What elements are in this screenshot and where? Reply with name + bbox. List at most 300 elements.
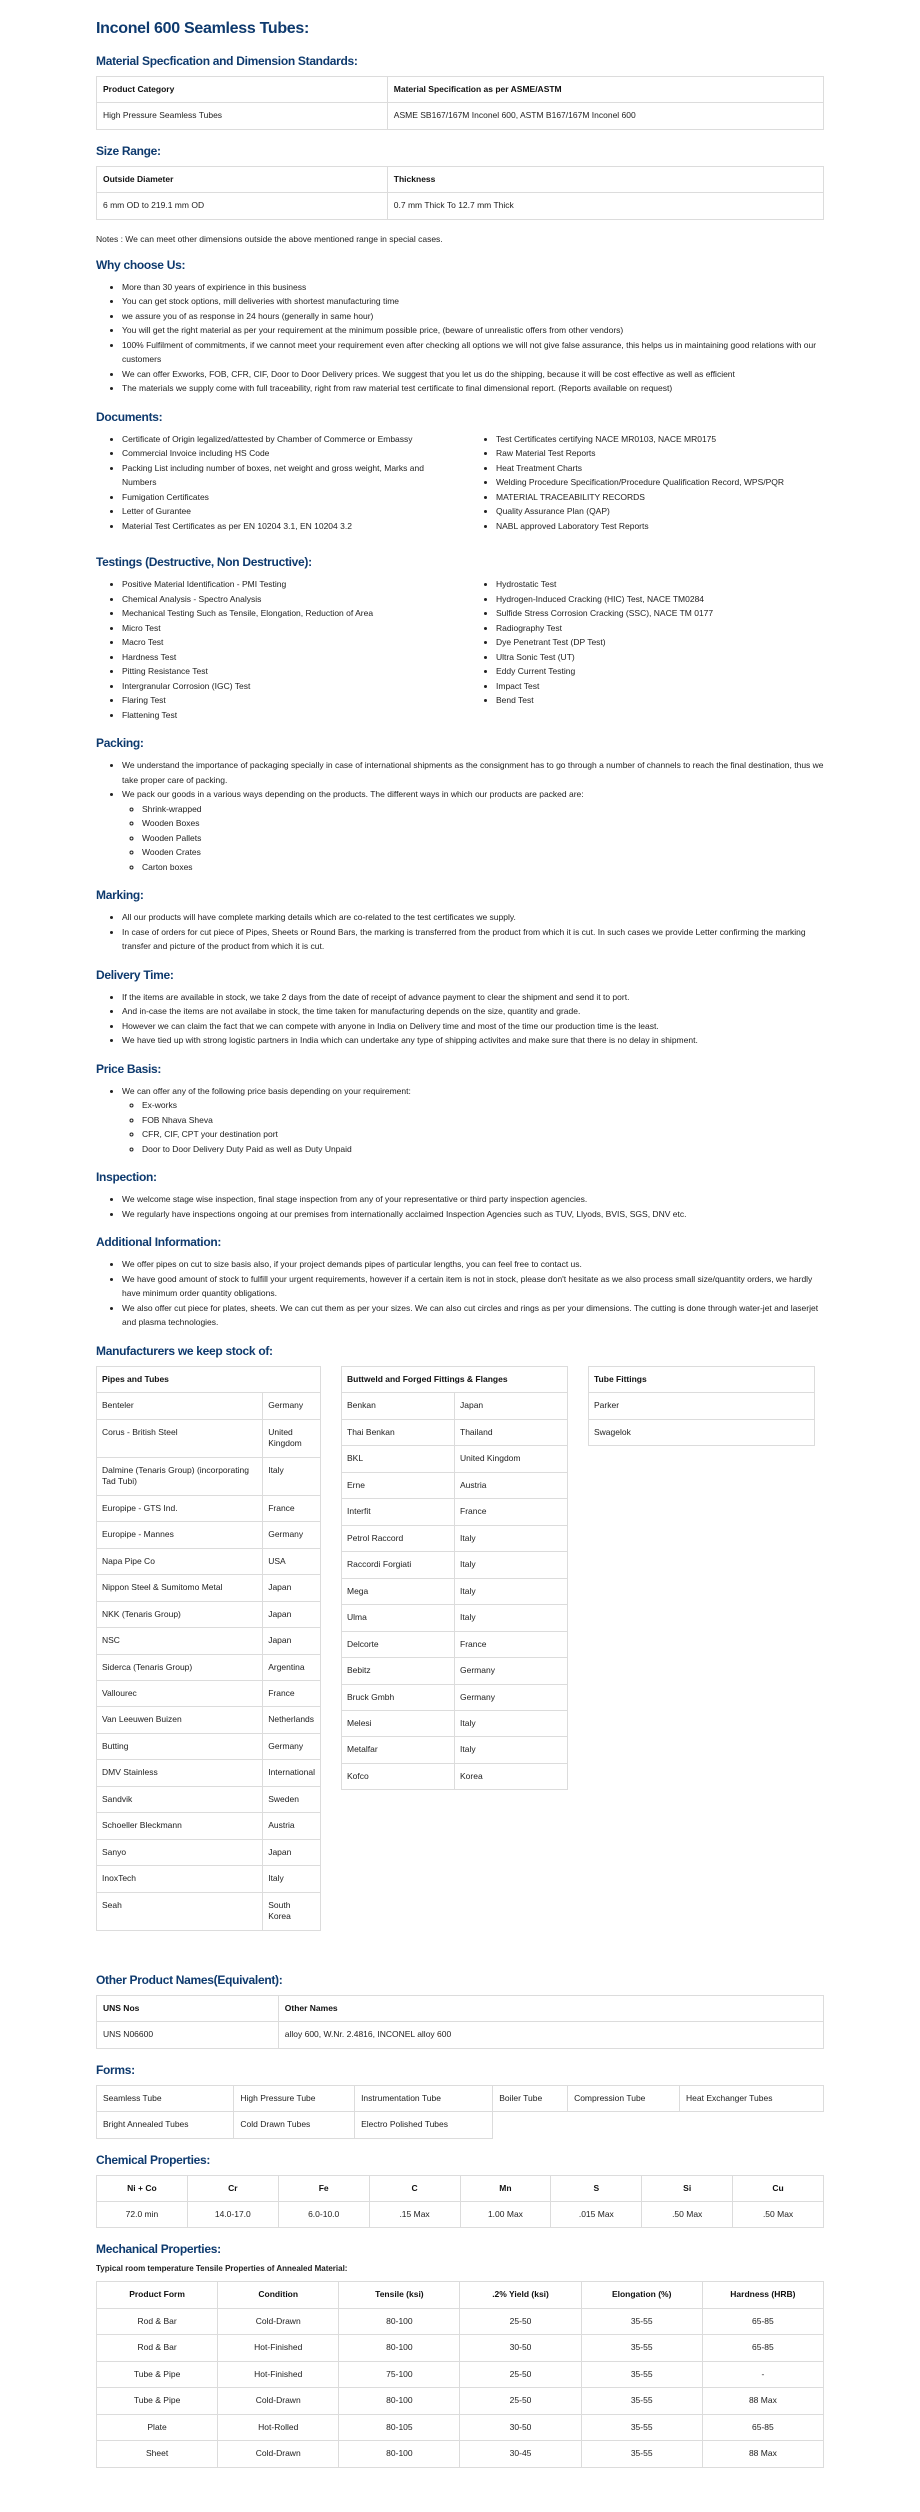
sub-list-item: ◦ Ex-works — [142, 1098, 824, 1113]
table-row — [97, 1786, 321, 1812]
table-row — [97, 2388, 824, 2414]
table-row — [97, 1628, 321, 1654]
table-row — [97, 2112, 824, 2138]
table-cell: 35-55 — [581, 2388, 702, 2414]
sub-list-item: ◦ Carton boxes — [142, 860, 824, 875]
manufacturer-country: Italy — [455, 1525, 568, 1551]
table-header: .2% Yield (ksi) — [460, 2282, 581, 2308]
manufacturer-name: Swagelok — [589, 1419, 815, 1445]
list-item: • Fumigation Certificates — [122, 490, 450, 505]
price-basis-section — [96, 1062, 824, 1157]
marking-list — [96, 910, 824, 954]
list-item: • The materials we supply come with full traceability, right from raw material test certificate to final dimensional report. (Reports available on request) — [122, 381, 824, 396]
list-item: • We also offer cut piece for plates, sheets. We can cut them as per your sizes. We can also cut circles and rings as per your dimensions. The cutting is done through water-jet and laserjet and plasma technologies. — [122, 1301, 824, 1330]
table-cell: 35-55 — [581, 2335, 702, 2361]
manufacturer-country: France — [263, 1495, 321, 1521]
table-cell: .50 Max — [733, 2202, 824, 2228]
material-spec-section — [96, 54, 824, 130]
table-cell: 80-100 — [339, 2308, 460, 2334]
list-item — [122, 1084, 824, 1157]
list-item — [122, 787, 824, 874]
list-item: • Raw Material Test Reports — [496, 446, 824, 461]
manufacturer-name: Petrol Raccord — [342, 1525, 455, 1551]
table-row — [342, 1552, 568, 1578]
form-cell: Instrumentation Tube — [355, 2085, 493, 2111]
price-basis-sublist — [122, 1098, 824, 1156]
testings-list-left — [96, 577, 470, 722]
table-cell: Rod & Bar — [97, 2308, 218, 2334]
section-heading: Chemical Properties: — [96, 2152, 211, 2167]
other-names-section — [96, 1973, 824, 2049]
manufacturer-country: Japan — [263, 1601, 321, 1627]
table-cell: Cold-Drawn — [218, 2308, 339, 2334]
manufacturer-country: Austria — [455, 1472, 568, 1498]
list-item: • In case of orders for cut piece of Pipes, Sheets or Round Bars, the marking is transferred from the product from which it is cut. In such cases we provide Letter confirming the marking transfer and picture of the product from which it is cut. — [122, 925, 824, 954]
why-choose-list — [96, 280, 824, 396]
section-heading: Forms: — [96, 2062, 135, 2077]
table-header: Material Specification as per ASME/ASTM — [387, 77, 823, 103]
table-cell: 35-55 — [581, 2441, 702, 2467]
manufacturer-name: Dalmine (Tenaris Group) (incorporating Tad Tubi) — [97, 1457, 263, 1495]
delivery-section — [96, 968, 824, 1048]
section-heading: Additional Information: — [96, 1235, 222, 1250]
section-heading: Inspection: — [96, 1170, 157, 1185]
manufacturer-country: Japan — [263, 1628, 321, 1654]
table-header: Cu — [733, 2175, 824, 2201]
table-row — [97, 103, 824, 129]
list-item: • We offer pipes on cut to size basis also, if your project demands pipes of particular lengths, you can feel free to contact us. — [122, 1257, 824, 1272]
list-item: • Positive Material Identification - PMI Testing — [122, 577, 450, 592]
list-item: • Hardness Test — [122, 650, 450, 665]
section-heading: Manufacturers we keep stock of: — [96, 1343, 273, 1358]
table-row — [97, 1522, 321, 1548]
manufacturer-country: Italy — [455, 1605, 568, 1631]
table-row — [97, 1575, 321, 1601]
price-basis-list — [96, 1084, 824, 1157]
table-cell: 65-85 — [702, 2414, 823, 2440]
list-item-text: We can offer any of the following price basis depending on your requirement: — [122, 1085, 411, 1096]
manufacturer-name: Bebitz — [342, 1658, 455, 1684]
empty-cell — [493, 2112, 824, 2138]
list-item: • we assure you of as response in 24 hours (generally in same hour) — [122, 309, 824, 324]
section-heading: Other Product Names(Equivalent): — [96, 1972, 283, 1987]
table-header: Tube Fittings — [589, 1366, 815, 1392]
manufacturer-name: Europipe - Mannes — [97, 1522, 263, 1548]
table-header: Pipes and Tubes — [97, 1366, 321, 1392]
manufacturer-name: Sanyo — [97, 1839, 263, 1865]
list-item: • Radiography Test — [496, 621, 824, 636]
list-item: • 100% Fulfilment of commitments, if we cannot meet your requirement even after checking all options we will not give false assurance, this helps us in maintaining good relations with our customers — [122, 338, 824, 367]
table-header: Thickness — [387, 166, 823, 192]
table-cell: 25-50 — [460, 2308, 581, 2334]
sub-list-item: ◦ Wooden Boxes — [142, 816, 824, 831]
table-row — [97, 1601, 321, 1627]
table-cell: .50 Max — [642, 2202, 733, 2228]
table-cell: .15 Max — [369, 2202, 460, 2228]
list-item: • Flattening Test — [122, 708, 450, 723]
list-item: • Letter of Gurantee — [122, 504, 450, 519]
manufacturer-country: USA — [263, 1548, 321, 1574]
manufacturer-name: Delcorte — [342, 1631, 455, 1657]
chemical-section — [96, 2153, 824, 2229]
list-item: • We have good amount of stock to fulfill your urgent requirements, however if a certain item is not in stock, please don't hesitate as we also process small size/quantity orders, we hardly have minimum order quantity obligations. — [122, 1272, 824, 1301]
table-header: Cr — [187, 2175, 278, 2201]
sub-list-item: ◦ Door to Door Delivery Duty Paid as well as Duty Unpaid — [142, 1142, 824, 1157]
list-item: • Flaring Test — [122, 693, 450, 708]
manufacturer-name: Mega — [342, 1578, 455, 1604]
form-cell: Boiler Tube — [493, 2085, 568, 2111]
table-row — [97, 1892, 321, 1930]
manufacturer-name: DMV Stainless — [97, 1760, 263, 1786]
table-cell: 25-50 — [460, 2388, 581, 2414]
forms-section — [96, 2063, 824, 2139]
table-row — [342, 1605, 568, 1631]
manufacturer-country: Argentina — [263, 1654, 321, 1680]
section-heading: Documents: — [96, 409, 163, 424]
manufacturer-name: Kofco — [342, 1763, 455, 1789]
section-heading: Mechanical Properties: — [96, 2242, 221, 2257]
list-item: • You will get the right material as per your requirement at the minimum possible price, (beware of unrealistic offers from other vendors) — [122, 323, 824, 338]
table-cell: UNS N06600 — [97, 2022, 279, 2048]
manufacturer-country: Italy — [263, 1457, 321, 1495]
table-cell: Cold-Drawn — [218, 2441, 339, 2467]
section-heading: Why choose Us: — [96, 257, 186, 272]
manufacturer-name: Melesi — [342, 1710, 455, 1736]
table-header: S — [551, 2175, 642, 2201]
packing-section — [96, 736, 824, 874]
table-cell: alloy 600, W.Nr. 2.4816, INCONEL alloy 600 — [278, 2022, 823, 2048]
sub-list-item: ◦ FOB Nhava Sheva — [142, 1113, 824, 1128]
manufacturer-country: Germany — [455, 1684, 568, 1710]
marking-section — [96, 888, 824, 954]
list-item: • NABL approved Laboratory Test Reports — [496, 519, 824, 534]
list-item: • Packing List including number of boxes, net weight and gross weight, Marks and Numbers — [122, 461, 450, 490]
chemical-table — [96, 2175, 824, 2229]
table-header: Hardness (HRB) — [702, 2282, 823, 2308]
list-item-text: We pack our goods in a various ways depending on the products. The different ways in which our products are packed are: — [122, 789, 584, 800]
list-item: • MATERIAL TRACEABILITY RECORDS — [496, 490, 824, 505]
list-item: • Certificate of Origin legalized/attested by Chamber of Commerce or Embassy — [122, 432, 450, 447]
table-row — [97, 2414, 824, 2440]
manufacturers-section — [96, 1344, 824, 1931]
packing-sublist — [122, 802, 824, 875]
table-cell: 88 Max — [702, 2388, 823, 2414]
forms-table — [96, 2085, 824, 2139]
table-header: Elongation (%) — [581, 2282, 702, 2308]
table-cell: 25-50 — [460, 2361, 581, 2387]
table-header: Ni + Co — [97, 2175, 188, 2201]
manufacturer-name: Parker — [589, 1393, 815, 1419]
table-row — [342, 1393, 568, 1419]
table-header: Product Form — [97, 2282, 218, 2308]
table-cell: Hot-Finished — [218, 2335, 339, 2361]
manufacturer-country: Germany — [263, 1393, 321, 1419]
table-cell: 35-55 — [581, 2361, 702, 2387]
table-cell: 65-85 — [702, 2335, 823, 2361]
table-cell: Cold-Drawn — [218, 2388, 339, 2414]
table-cell: 6.0-10.0 — [278, 2202, 369, 2228]
form-cell: Heat Exchanger Tubes — [680, 2085, 824, 2111]
sub-list-item: ◦ Wooden Pallets — [142, 831, 824, 846]
table-cell: 30-50 — [460, 2335, 581, 2361]
manufacturer-country: Germany — [263, 1733, 321, 1759]
list-item: • All our products will have complete marking details which are co-related to the test certificates we supply. — [122, 910, 824, 925]
manufacturer-name: Butting — [97, 1733, 263, 1759]
manufacturer-name: Raccordi Forgiati — [342, 1552, 455, 1578]
table-row — [97, 1813, 321, 1839]
table-row — [342, 1446, 568, 1472]
section-heading: Size Range: — [96, 143, 161, 158]
table-row — [342, 1472, 568, 1498]
table-cell: High Pressure Seamless Tubes — [97, 103, 388, 129]
table-cell: ASME SB167/167M Inconel 600, ASTM B167/167M Inconel 600 — [387, 103, 823, 129]
manufacturer-country: United Kingdom — [455, 1446, 568, 1472]
manufacturer-country: Italy — [455, 1710, 568, 1736]
table-row — [342, 1499, 568, 1525]
delivery-list — [96, 990, 824, 1048]
sub-list-item: ◦ Wooden Crates — [142, 845, 824, 860]
table-row — [97, 1839, 321, 1865]
table-row — [97, 1707, 321, 1733]
manufacturer-name: Bruck Gmbh — [342, 1684, 455, 1710]
material-spec-table — [96, 76, 824, 130]
manufacturer-country: Italy — [263, 1866, 321, 1892]
section-heading: Marking: — [96, 888, 144, 903]
table-row — [97, 2335, 824, 2361]
list-item: • You can get stock options, mill deliveries with shortest manufacturing time — [122, 294, 824, 309]
table-row — [342, 1578, 568, 1604]
section-heading: Delivery Time: — [96, 967, 174, 982]
table-row — [97, 1680, 321, 1706]
table-header: Fe — [278, 2175, 369, 2201]
manufacturer-name: Schoeller Bleckmann — [97, 1813, 263, 1839]
manufacturer-name: Ulma — [342, 1605, 455, 1631]
mechanical-section — [96, 2242, 824, 2467]
manufacturer-country: Italy — [455, 1737, 568, 1763]
table-row — [97, 1419, 321, 1457]
form-cell: Bright Annealed Tubes — [97, 2112, 234, 2138]
list-item: • And in-case the items are not availabe in stock, the time taken for manufacturing depends on the size, quantity and grade. — [122, 1004, 824, 1019]
list-item: • Dye Penetrant Test (DP Test) — [496, 635, 824, 650]
table-row — [97, 193, 824, 219]
testings-section — [96, 555, 824, 722]
table-row — [589, 1419, 815, 1445]
manufacturer-name: BKL — [342, 1446, 455, 1472]
manufacturer-country: Italy — [455, 1578, 568, 1604]
manufacturer-name: Benteler — [97, 1393, 263, 1419]
manufacturer-name: NSC — [97, 1628, 263, 1654]
sub-list-item: ◦ Shrink-wrapped — [142, 802, 824, 817]
mechanical-subheading: Typical room temperature Tensile Properties of Annealed Material: — [96, 2264, 348, 2274]
table-cell: 35-55 — [581, 2414, 702, 2440]
table-row — [342, 1631, 568, 1657]
section-heading: Price Basis: — [96, 1061, 162, 1076]
table-cell: 35-55 — [581, 2308, 702, 2334]
table-cell: 75-100 — [339, 2361, 460, 2387]
form-cell: High Pressure Tube — [234, 2085, 355, 2111]
pipes-tubes-table — [96, 1366, 321, 1931]
list-item: • Mechanical Testing Such as Tensile, Elongation, Reduction of Area — [122, 606, 450, 621]
size-range-table — [96, 166, 824, 220]
form-cell: Cold Drawn Tubes — [234, 2112, 355, 2138]
table-row — [97, 1393, 321, 1419]
manufacturer-country: France — [455, 1499, 568, 1525]
sub-list-item: ◦ CFR, CIF, CPT your destination port — [142, 1127, 824, 1142]
list-item: • We have tied up with strong logistic partners in India which can undertake any type of shipping activites and make sure that there is no delay in shipment. — [122, 1033, 824, 1048]
table-row — [342, 1658, 568, 1684]
manufacturer-country: France — [455, 1631, 568, 1657]
list-item: • Material Test Certificates as per EN 10204 3.1, EN 10204 3.2 — [122, 519, 450, 534]
table-cell: - — [702, 2361, 823, 2387]
manufacturer-name: InoxTech — [97, 1866, 263, 1892]
list-item: • Chemical Analysis - Spectro Analysis — [122, 592, 450, 607]
table-row — [342, 1525, 568, 1551]
table-cell: 6 mm OD to 219.1 mm OD — [97, 193, 388, 219]
manufacturer-name: Interfit — [342, 1499, 455, 1525]
table-header: Outside Diameter — [97, 166, 388, 192]
table-header: Condition — [218, 2282, 339, 2308]
list-item: • Hydrostatic Test — [496, 577, 824, 592]
list-item: • We can offer Exworks, FOB, CFR, CIF, Door to Door Delivery prices. We suggest that you let us do the shipping, because it will be cost effective as well as efficient — [122, 367, 824, 382]
table-header: Tensile (ksi) — [339, 2282, 460, 2308]
list-item: • Eddy Current Testing — [496, 664, 824, 679]
list-item: • Sulfide Stress Corrosion Cracking (SSC), NACE TM 0177 — [496, 606, 824, 621]
table-row — [342, 1684, 568, 1710]
table-header: Mn — [460, 2175, 551, 2201]
manufacturer-name: Thai Benkan — [342, 1419, 455, 1445]
table-cell: 80-100 — [339, 2335, 460, 2361]
table-row — [97, 2085, 824, 2111]
manufacturer-country: France — [263, 1680, 321, 1706]
table-cell: 80-100 — [339, 2388, 460, 2414]
table-cell: Sheet — [97, 2441, 218, 2467]
table-cell: 14.0-17.0 — [187, 2202, 278, 2228]
table-cell: Plate — [97, 2414, 218, 2440]
table-cell: .015 Max — [551, 2202, 642, 2228]
list-item: • Quality Assurance Plan (QAP) — [496, 504, 824, 519]
table-cell: Rod & Bar — [97, 2335, 218, 2361]
section-heading: Packing: — [96, 736, 144, 751]
documents-list-left — [96, 432, 470, 534]
list-item: • Pitting Resistance Test — [122, 664, 450, 679]
form-cell: Electro Polished Tubes — [355, 2112, 493, 2138]
manufacturer-country: South Korea — [263, 1892, 321, 1930]
table-header: Other Names — [278, 1995, 823, 2021]
table-row — [342, 1763, 568, 1789]
list-item: • Hydrogen-Induced Cracking (HIC) Test, NACE TM0284 — [496, 592, 824, 607]
table-cell: 88 Max — [702, 2441, 823, 2467]
manufacturer-name: Napa Pipe Co — [97, 1548, 263, 1574]
dimensions-note: Notes : We can meet other dimensions outside the above mentioned range in special cases. — [96, 233, 443, 244]
manufacturer-name: Benkan — [342, 1393, 455, 1419]
manufacturer-country: United Kingdom — [263, 1419, 321, 1457]
spacer — [96, 1945, 824, 1973]
manufacturer-country: Japan — [455, 1393, 568, 1419]
documents-list-right — [470, 432, 824, 534]
table-cell: Tube & Pipe — [97, 2361, 218, 2387]
inspection-section — [96, 1170, 824, 1221]
form-cell: Compression Tube — [568, 2085, 680, 2111]
table-row — [342, 1737, 568, 1763]
table-header: Si — [642, 2175, 733, 2201]
manufacturer-country: International — [263, 1760, 321, 1786]
table-row — [97, 2361, 824, 2387]
table-header: C — [369, 2175, 460, 2201]
additional-info-list — [96, 1257, 824, 1330]
table-cell: 65-85 — [702, 2308, 823, 2334]
manufacturer-country: Austria — [263, 1813, 321, 1839]
table-cell: Tube & Pipe — [97, 2388, 218, 2414]
page-title: Inconel 600 Seamless Tubes: — [96, 20, 310, 37]
manufacturer-name: Sandvik — [97, 1786, 263, 1812]
testings-list-right — [470, 577, 824, 722]
packing-list — [96, 758, 824, 874]
documents-section — [96, 410, 824, 534]
manufacturer-country: Japan — [263, 1839, 321, 1865]
manufacturer-name: Seah — [97, 1892, 263, 1930]
list-item: • We regularly have inspections ongoing at our premises from internationally acclaimed Inspection Agencies such as TUV, Llyods, BVIS, SGS, DNV etc. — [122, 1207, 824, 1222]
table-row — [342, 1710, 568, 1736]
table-cell: 30-45 — [460, 2441, 581, 2467]
manufacturer-name: Vallourec — [97, 1680, 263, 1706]
list-item: • If the items are available in stock, we take 2 days from the date of receipt of advance payment to clear the shipment and send it to port. — [122, 990, 824, 1005]
table-row — [97, 1733, 321, 1759]
manufacturer-country: Germany — [263, 1522, 321, 1548]
manufacturer-country: Germany — [455, 1658, 568, 1684]
manufacturer-name: Corus - British Steel — [97, 1419, 263, 1457]
table-cell: 30-50 — [460, 2414, 581, 2440]
table-cell: 1.00 Max — [460, 2202, 551, 2228]
table-cell: Hot-Finished — [218, 2361, 339, 2387]
manufacturer-name: Metalfar — [342, 1737, 455, 1763]
table-header: UNS Nos — [97, 1995, 279, 2021]
manufacturer-name: Nippon Steel & Sumitomo Metal — [97, 1575, 263, 1601]
list-item: • However we can claim the fact that we can compete with anyone in India on Delivery time and most of the time our production time is the least. — [122, 1019, 824, 1034]
table-row — [97, 1548, 321, 1574]
table-row — [589, 1393, 815, 1419]
table-row — [342, 1419, 568, 1445]
tube-fittings-table — [588, 1366, 815, 1446]
mechanical-table — [96, 2281, 824, 2467]
list-item: • More than 30 years of expirience in this business — [122, 280, 824, 295]
table-header: Product Category — [97, 77, 388, 103]
manufacturer-country: Japan — [263, 1575, 321, 1601]
list-item: • Welding Procedure Specification/Procedure Qualification Record, WPS/PQR — [496, 475, 824, 490]
table-cell: 80-105 — [339, 2414, 460, 2440]
manufacturer-name: Siderca (Tenaris Group) — [97, 1654, 263, 1680]
list-item: • We welcome stage wise inspection, final stage inspection from any of your representative or third party inspection agencies. — [122, 1192, 824, 1207]
table-row — [97, 2022, 824, 2048]
table-cell: Hot-Rolled — [218, 2414, 339, 2440]
table-row — [97, 2308, 824, 2334]
table-header: Buttweld and Forged Fittings & Flanges — [342, 1366, 568, 1392]
list-item: • Commercial Invoice including HS Code — [122, 446, 450, 461]
manufacturer-country: Thailand — [455, 1419, 568, 1445]
list-item: • Impact Test — [496, 679, 824, 694]
table-row — [97, 2202, 824, 2228]
table-row — [97, 1495, 321, 1521]
form-cell: Seamless Tube — [97, 2085, 234, 2111]
section-heading: Material Specfication and Dimension Standards: — [96, 54, 358, 68]
list-item: • Test Certificates certifying NACE MR0103, NACE MR0175 — [496, 432, 824, 447]
table-cell: 0.7 mm Thick To 12.7 mm Thick — [387, 193, 823, 219]
list-item: • Intergranular Corrosion (IGC) Test — [122, 679, 450, 694]
section-heading: Testings (Destructive, Non Destructive): — [96, 555, 312, 570]
manufacturer-country: Sweden — [263, 1786, 321, 1812]
table-cell: 80-100 — [339, 2441, 460, 2467]
table-row — [97, 1457, 321, 1495]
additional-info-section — [96, 1235, 824, 1330]
